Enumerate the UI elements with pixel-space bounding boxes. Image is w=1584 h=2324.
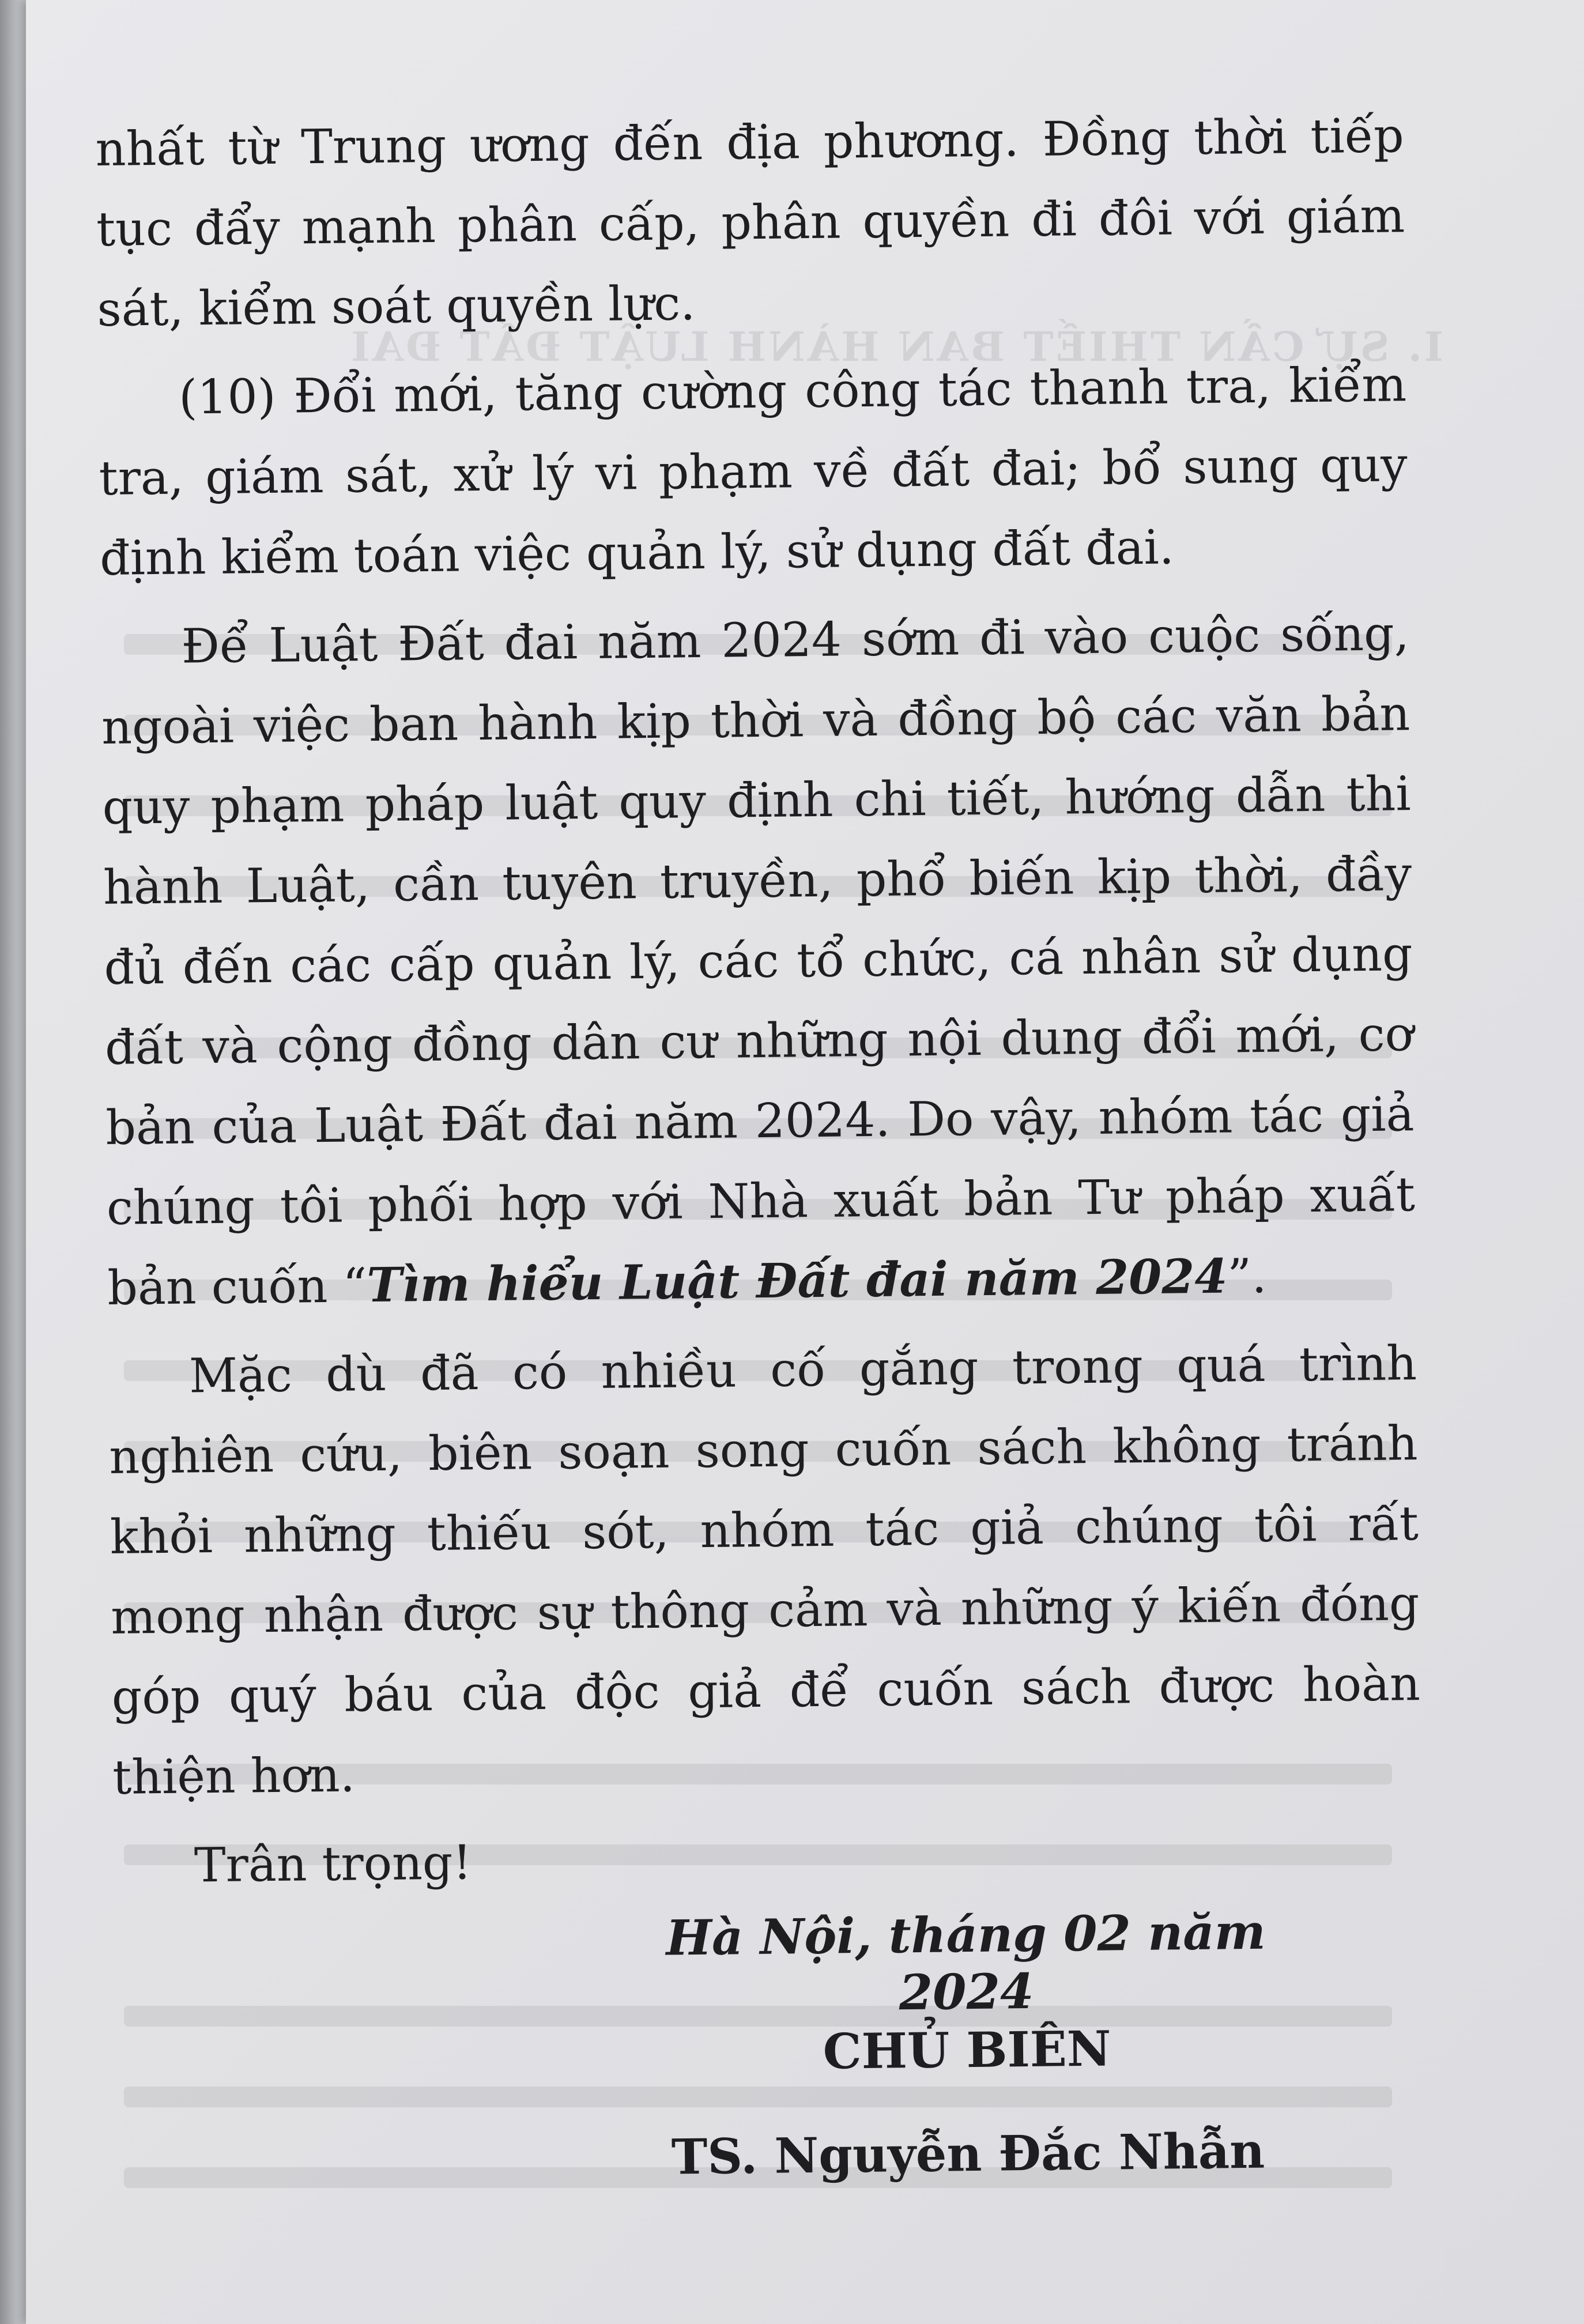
paragraph-text: ”. xyxy=(1227,1248,1267,1304)
paragraph: nhất từ Trung ương đến địa phương. Đồng thời tiếp tục đẩy mạnh phân cấp, phân quyền đi đôi với giám sát, kiểm soát quyền lực. xyxy=(95,108,1405,337)
paragraph: Mặc dù đã có nhiều cố gắng trong quá trình nghiên cứu, biên soạn song cuốn sách không tránh khỏi những thiếu sót, nhóm tác giả chúng tôi rất mong nhận được sự thông cảm và những ý kiến đóng góp quý báu của độc giả để cuốn sách được hoàn thiện hơn. xyxy=(108,1336,1421,1805)
closing-salutation: Trân trọng! xyxy=(194,1835,472,1893)
show-through-heading: I. SỰ CẦN THIẾT BAN HÀNH LUẬT ĐẤT ĐAI xyxy=(349,323,1443,371)
editor-role: CHỦ BIÊN xyxy=(823,2020,1112,2080)
body-text xyxy=(95,96,1423,1915)
paragraph: (10) Đổi mới, tăng cường công tác thanh tra, kiểm tra, giám sát, xử lý vi phạm về đất đai; bổ sung quy định kiểm toán việc quản lý, sử dụng đất đai. xyxy=(99,357,1408,586)
paragraph xyxy=(100,594,1416,1329)
show-through-line xyxy=(124,2087,1392,2107)
editor-name: TS. Nguyễn Đắc Nhẫn xyxy=(671,2122,1265,2186)
paragraph-text: Để Luật Đất đai năm 2024 sớm đi vào cuộc sống, ngoài việc ban hành kịp thời và đồng bộ các văn bản quy phạm pháp luật quy định chi tiết, hướng dẫn thi hành Luật, cần tuyên truyền, phổ biến kịp thời, đầy đủ đến các cấp quản lý, các tổ chức, cá nhân sử dụng đất và cộng đồng dân cư những nội dung đổi mới, cơ bản của Luật Đất đai năm 2024. Do vậy, nhóm tác giả chúng tôi phối hợp với Nhà xuất bản Tư pháp xuất bản cuốn “ xyxy=(101,606,1416,1316)
place-date: Hà Nội, tháng 02 năm 2024 xyxy=(665,1903,1266,2021)
book-title: Tìm hiểu Luật Đất đai năm 2024 xyxy=(366,1248,1228,1314)
book-page xyxy=(26,0,1584,2324)
